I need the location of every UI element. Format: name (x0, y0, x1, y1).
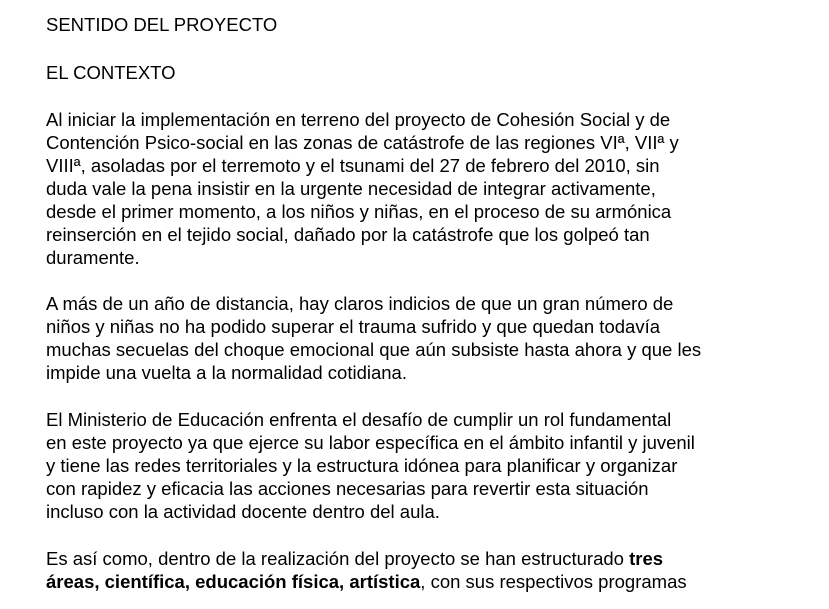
paragraph-line: VIIIª, asoladas por el terremoto y el tsunami del 27 de febrero del 2010, sin (46, 155, 660, 176)
bold-text: áreas, científica, educación física, artística (46, 571, 421, 592)
paragraph-line: muchas secuelas del choque emocional que aún subsiste hasta ahora y que les (46, 339, 702, 360)
paragraph-line: impide una vuelta a la normalidad cotidiana. (46, 362, 407, 383)
paragraph-text: Es así como, dentro de la realización del proyecto se han estructurado (46, 548, 630, 569)
paragraph-text: , con sus respectivos programas (420, 571, 687, 592)
paragraph-line: niños y niñas no ha podido superar el trauma sufrido y que quedan todavía (46, 316, 660, 337)
document-heading: SENTIDO DEL PROYECTO (46, 14, 278, 35)
paragraph-line: y tiene las redes territoriales y la estructura idónea para planificar y organizar (46, 455, 678, 476)
paragraph-line: Contención Psico-social en las zonas de catástrofe de las regiones VIª, VIIª y (46, 132, 679, 153)
paragraph-line: reinserción en el tejido social, dañado por la catástrofe que los golpeó tan (46, 224, 650, 245)
paragraph-line: duramente. (46, 247, 140, 268)
paragraph-line: A más de un año de distancia, hay claros indicios de que un gran número de (46, 293, 674, 314)
paragraph-line: duda vale la pena insistir en la urgente necesidad de integrar activamente, (46, 178, 656, 199)
paragraph-line (46, 570, 687, 593)
paragraph-line: Al iniciar la implementación en terreno del proyecto de Cohesión Social y de (46, 109, 671, 130)
paragraph-line: en este proyecto ya que ejerce su labor específica en el ámbito infantil y juvenil (46, 432, 695, 453)
paragraph-line (46, 547, 663, 570)
paragraph-line: El Ministerio de Educación enfrenta el desafío de cumplir un rol fundamental (46, 409, 672, 430)
paragraph-line: con rapidez y eficacia las acciones necesarias para revertir esta situación (46, 478, 649, 499)
paragraph-line: desde el primer momento, a los niños y niñas, en el proceso de su armónica (46, 201, 672, 222)
paragraph-line: incluso con la actividad docente dentro del aula. (46, 501, 440, 522)
section-title: EL CONTEXTO (46, 62, 176, 83)
bold-text: tres (629, 548, 664, 569)
